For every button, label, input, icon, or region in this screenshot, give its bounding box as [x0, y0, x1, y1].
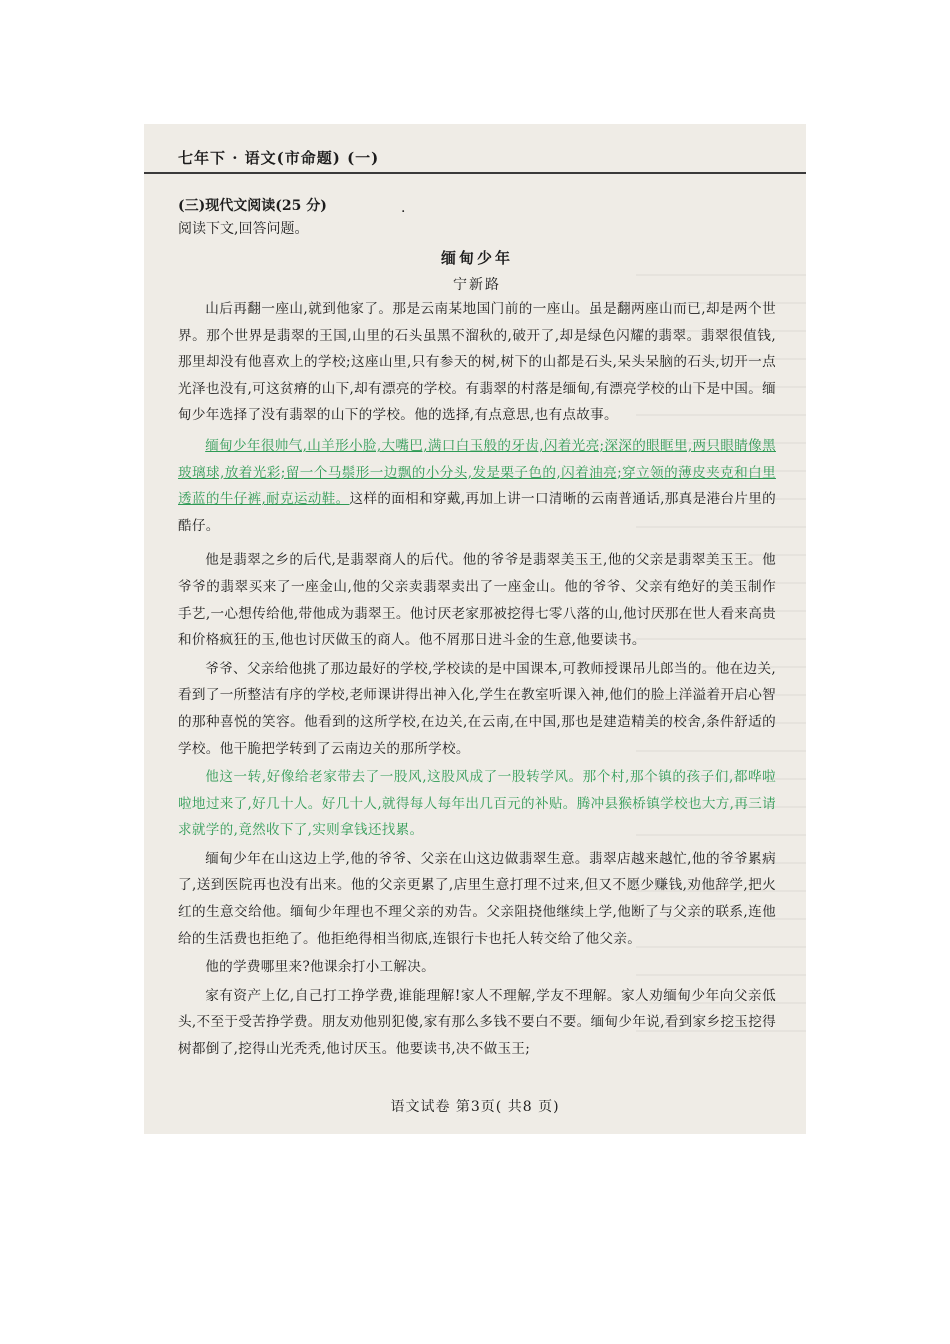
- section-title: (三)现代文阅读(25 分): [178, 198, 327, 214]
- paragraph-2-rest: 这样的面相和穿戴,再加上讲一口清晰的云南普通话,那真是港台片里的酷仔。: [178, 491, 776, 534]
- paragraph-4: 爷爷、父亲给他挑了那边最好的学校,学校读的是中国课本,可教师授课吊儿郎当的。他在边关,看到了一所整洁有序的学校,老师课讲得出神入化,学生在教室听课入神,他们的脸上洋溢着开启心智的那种喜悦的笑容。他看到的这所学校,在边关,在云南,在中国,那也是建造精美的校舍,条件舒适的学校。他干脆把学转到了云南边关的那所学校。: [178, 660, 776, 757]
- page-footer: 语文试卷 第3页( 共8 页): [390, 1099, 560, 1115]
- paragraph-7: 他的学费哪里来?他课余打小工解决。: [205, 959, 436, 976]
- paragraph-2-underlined: 缅甸少年很帅气,山羊形小脸,大嘴巴,满口白玉般的牙齿,闪着光亮;深深的眼眶里,两只眼睛像黑玻璃球,放着光彩;留一个马鬃形一边飘的小分头,发是栗子色的,闪着油亮;穿立领的薄皮夹克和白里透蓝的牛仔裤,耐克运动鞋。: [178, 437, 776, 508]
- paragraph-8: 家有资产上亿,自己打工挣学费,谁能理解!家人不理解,学友不理解。家人劝缅甸少年向父亲低头,不至于受苦挣学费。朋友劝他别犯傻,家有那么多钱不要白不要。缅甸少年说,看到家乡挖玉挖得树都倒了,挖得山光秃秃,他讨厌玉。他要读书,决不做玉王;: [178, 987, 776, 1058]
- story-author: 宁新路: [453, 277, 501, 293]
- header-rule: [144, 172, 806, 174]
- paragraph-6: 缅甸少年在山这边上学,他的爷爷、父亲在山这边做翡翠生意。翡翠店越来越忙,他的爷爷累病了,送到医院再也没有出来。他的父亲更累了,店里生意打理不过来,但又不愿少赚钱,劝他辞学,把火红的生意交给他。缅甸少年理也不理父亲的劝告。父亲阻挠他继续上学,他断了与父亲的联系,连他给的生活费也拒绝了。他拒绝得相当彻底,连银行卡也托人转交给了他父亲。: [178, 850, 776, 947]
- paragraph-5: 他这一转,好像给老家带去了一股风,这股风成了一股转学风。那个村,那个镇的孩子们,都哗啦啦地过来了,好几十人。好几十人,就得每人每年出几百元的补贴。腾冲县猴桥镇学校也大方,再三请求就学的,竟然收下了,实则拿钱还找累。: [178, 769, 776, 839]
- instruction: 阅读下文,回答问题。: [178, 221, 309, 237]
- page-header: 七年下 · 语文(市命题) (一): [178, 149, 380, 167]
- show-through-texture: [636, 274, 806, 1054]
- dot-mark: ·: [401, 204, 406, 220]
- exam-page: [144, 124, 806, 1134]
- paragraph-1: 山后再翻一座山,就到他家了。那是云南某地国门前的一座山。虽是翻两座山而已,却是两个世界。那个世界是翡翠的王国,山里的石头虽黑不溜秋的,破开了,却是绿色闪耀的翡翠。翡翠很值钱,那里却没有他喜欢上的学校;这座山里,只有参天的树,树下的山都是石头,呆头呆脑的石头,切开一点光泽也没有,可这贫瘠的山下,却有漂亮的学校。有翡翠的村落是缅甸,有漂亮学校的山下是中国。缅甸少年选择了没有翡翠的山下的学校。他的选择,有点意思,也有点故事。: [178, 301, 776, 424]
- paragraph-3: 他是翡翠之乡的后代,是翡翠商人的后代。他的爷爷是翡翠美玉王,他的父亲是翡翠美玉王。他爷爷的翡翠买来了一座金山,他的父亲卖翡翠卖出了一座金山。他的爷爷、父亲有绝好的美玉制作手艺,一心想传给他,带他成为翡翠王。他讨厌老家那被挖得七零八落的山,他讨厌那在世人看来高贵和价格疯狂的玉,他也讨厌做玉的商人。他不屑那日进斗金的生意,他要读书。: [178, 552, 776, 649]
- story-title: 缅甸少年: [440, 249, 513, 267]
